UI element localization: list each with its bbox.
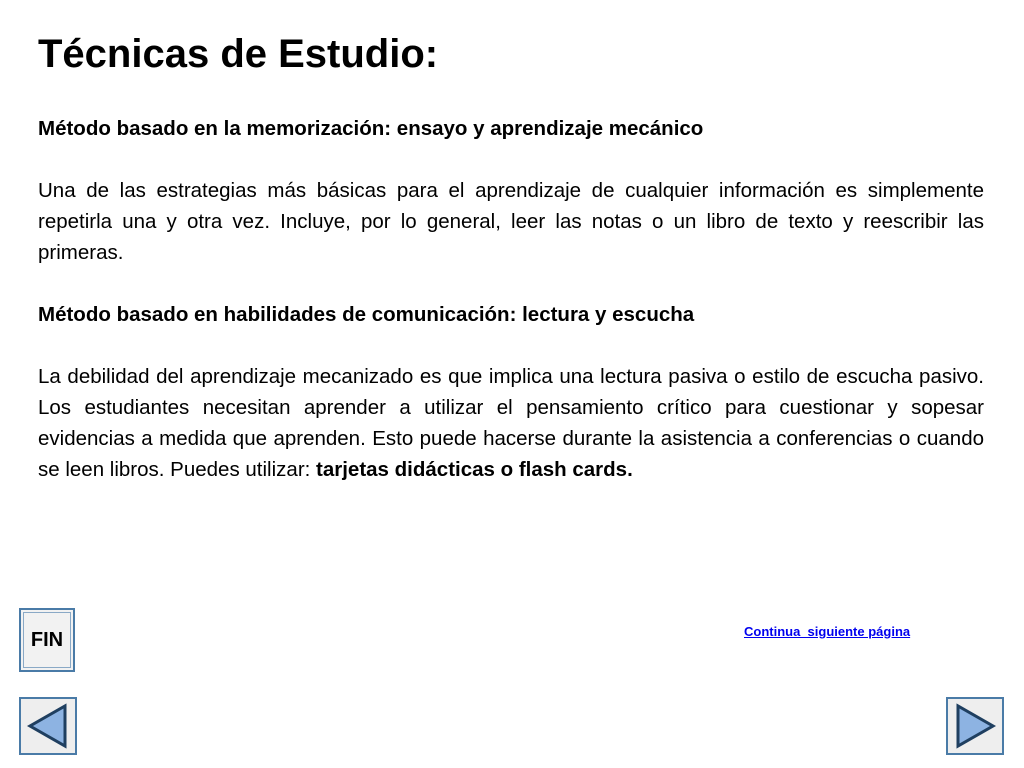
- section-body-communication-text: La debilidad del aprendizaje mecanizado es que implica una lectura pasiva o estilo de escucha pasivo. Los estudiantes necesitan aprender a utilizar el pensamiento crítico para cuestionar y sopesar evidencias a medida que aprenden. Esto puede hacerse durante la asistencia a conferencias o cuando se leen libros. Puedes utilizar:: [38, 365, 984, 481]
- spacer: [38, 144, 984, 175]
- section-heading-memorization: Método basado en la memorización: ensayo y aprendizaje mecánico: [38, 117, 704, 140]
- slide-content: [38, 113, 984, 485]
- continue-next-page-link[interactable]: Continua siguiente página: [744, 624, 911, 639]
- section-body-memorization: Una de las estrategias más básicas para el aprendizaje de cualquier información es simplemente repetirla una y otra vez. Incluye, por lo general, leer las notas o un libro de texto y reescribir las primeras.: [38, 179, 984, 264]
- fin-button-label: FIN: [30, 628, 64, 651]
- spacer: [38, 268, 984, 299]
- next-slide-button[interactable]: [946, 697, 1004, 755]
- spacer: [38, 330, 984, 361]
- section-heading-communication: Método basado en habilidades de comunicación: lectura y escucha: [38, 303, 695, 326]
- triangle-right-icon: [950, 701, 1000, 751]
- section-body-communication: [38, 361, 984, 485]
- triangle-left-icon: [23, 701, 73, 751]
- fin-button[interactable]: [19, 608, 75, 672]
- slide-title: Técnicas de Estudio:: [38, 32, 439, 76]
- flash-cards-emphasis: tarjetas didácticas o flash cards.: [316, 458, 633, 481]
- previous-slide-button[interactable]: [19, 697, 77, 755]
